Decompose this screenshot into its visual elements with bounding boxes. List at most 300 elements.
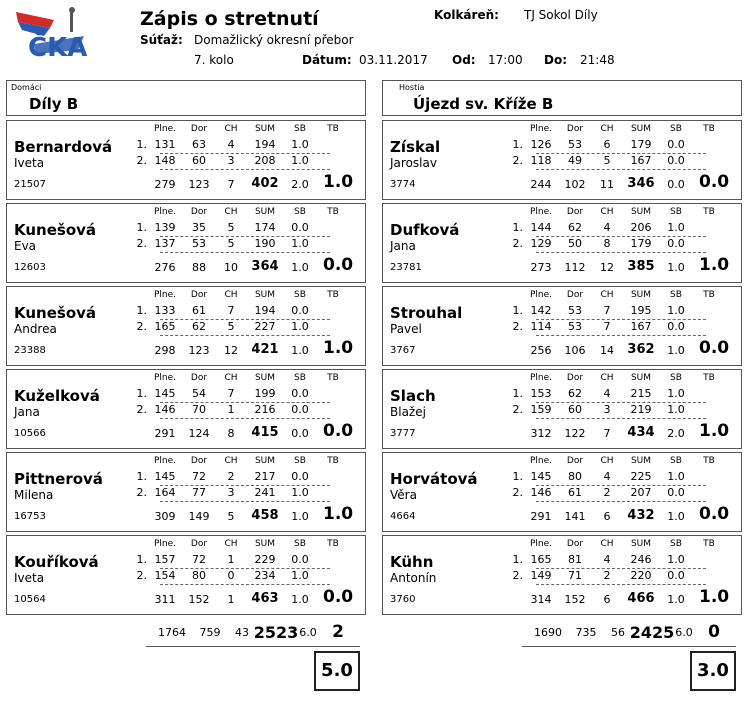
player-tb-result: 1.0: [323, 338, 354, 358]
row-divider: [160, 252, 330, 253]
player-total-cell: 152: [564, 593, 586, 606]
away-player-card: [382, 369, 742, 449]
game-cell: 0: [227, 569, 235, 582]
game-cell: 234: [254, 569, 276, 582]
game-cell: 71: [568, 569, 582, 582]
game-cell: 195: [630, 304, 652, 317]
row-divider: [160, 169, 330, 170]
column-header: SUM: [254, 539, 276, 549]
column-header: CH: [600, 207, 614, 217]
row-number: 2.: [512, 320, 523, 333]
game-cell: 77: [192, 486, 206, 499]
game-cell: 3: [227, 154, 235, 167]
player-total-cell: 312: [530, 427, 552, 440]
game-cell: 4: [227, 138, 235, 151]
player-tb-result: 0.0: [323, 421, 354, 441]
column-header: CH: [600, 456, 614, 466]
column-header: SB: [294, 456, 306, 466]
column-header: TB: [703, 207, 715, 217]
column-header: Plne.: [529, 290, 553, 300]
player-total-sum: 402: [251, 176, 279, 191]
game-cell: 5: [603, 154, 611, 167]
home-player-card: [6, 535, 366, 615]
game-cell: 1.0: [291, 569, 309, 582]
game-cell: 220: [630, 569, 652, 582]
row-divider: [536, 169, 706, 170]
game-cell: 60: [568, 403, 582, 416]
column-header: Plne.: [153, 539, 177, 549]
player-registration-number: 12603: [14, 262, 46, 273]
column-header: Plne.: [153, 207, 177, 217]
player-total-sum: 434: [627, 425, 655, 440]
column-header: Dor: [190, 124, 208, 134]
game-cell: 1.0: [667, 403, 685, 416]
row-number: 1.: [512, 553, 523, 566]
player-surname: Kunešová: [14, 304, 97, 322]
column-header: SB: [294, 373, 306, 383]
game-cell: 194: [254, 304, 276, 317]
row-divider: [536, 252, 706, 253]
column-header: CH: [600, 539, 614, 549]
game-cell: 70: [192, 403, 206, 416]
game-cell: 129: [530, 237, 552, 250]
game-cell: 154: [154, 569, 176, 582]
game-cell: 72: [192, 553, 206, 566]
player-total-cell: 1: [227, 593, 235, 606]
player-total-cell: 1.0: [291, 344, 309, 357]
game-cell: 145: [154, 387, 176, 400]
row-number: 1.: [512, 387, 523, 400]
game-cell: 227: [254, 320, 276, 333]
player-total-cell: 149: [188, 510, 210, 523]
player-surname: Horvátová: [390, 470, 478, 488]
player-total-cell: 309: [154, 510, 176, 523]
player-total-cell: 112: [564, 261, 586, 274]
game-cell: 131: [154, 138, 176, 151]
game-cell: 114: [530, 320, 552, 333]
game-cell: 63: [192, 138, 206, 151]
column-header: Plne.: [153, 124, 177, 134]
player-total-sum: 421: [251, 342, 279, 357]
game-cell: 7: [603, 304, 611, 317]
row-divider: [536, 501, 706, 502]
column-header: Plne.: [153, 290, 177, 300]
game-cell: 1.0: [291, 154, 309, 167]
row-number: 1.: [512, 304, 523, 317]
column-header: CH: [224, 373, 238, 383]
column-header: SUM: [630, 207, 652, 217]
column-header: SB: [670, 207, 682, 217]
date-label: Dátum:: [302, 53, 352, 67]
column-header: TB: [703, 456, 715, 466]
game-cell: 159: [530, 403, 552, 416]
game-cell: 1.0: [667, 304, 685, 317]
player-first-name: Pavel: [390, 322, 422, 336]
player-total-cell: 1.0: [667, 510, 685, 523]
column-header: TB: [327, 290, 339, 300]
game-cell: 190: [254, 237, 276, 250]
row-divider: [160, 501, 330, 502]
game-cell: 179: [630, 138, 652, 151]
player-total-cell: 256: [530, 344, 552, 357]
column-header: Plne.: [529, 539, 553, 549]
away-total-sum: 2425: [629, 623, 675, 642]
home-player-card: [6, 369, 366, 449]
row-number: 1.: [512, 470, 523, 483]
game-cell: 133: [154, 304, 176, 317]
row-number: 2.: [136, 320, 147, 333]
row-number: 2.: [512, 486, 523, 499]
away-total-ch: 56: [611, 626, 625, 639]
player-total-cell: 0.0: [667, 178, 685, 191]
game-cell: 0.0: [291, 403, 309, 416]
column-header: CH: [600, 124, 614, 134]
player-first-name: Eva: [14, 239, 37, 253]
player-total-cell: 12: [600, 261, 614, 274]
player-total-sum: 466: [627, 591, 655, 606]
game-cell: 1: [227, 553, 235, 566]
row-divider: [536, 418, 706, 419]
player-total-sum: 364: [251, 259, 279, 274]
row-number: 1.: [136, 553, 147, 566]
player-total-cell: 122: [564, 427, 586, 440]
game-cell: 35: [192, 221, 206, 234]
player-registration-number: 23781: [390, 262, 422, 273]
player-total-cell: 11: [600, 178, 614, 191]
game-cell: 199: [254, 387, 276, 400]
player-registration-number: 23388: [14, 345, 46, 356]
player-tb-result: 1.0: [699, 421, 730, 441]
column-header: SB: [670, 539, 682, 549]
start-time-value: 17:00: [488, 53, 523, 67]
column-header: Plne.: [529, 124, 553, 134]
column-header: SB: [294, 207, 306, 217]
player-total-cell: 7: [603, 427, 611, 440]
column-header: Dor: [566, 207, 584, 217]
game-cell: 1.0: [667, 221, 685, 234]
column-header: Plne.: [529, 456, 553, 466]
player-registration-number: 3767: [390, 345, 416, 356]
game-cell: 3: [227, 486, 235, 499]
away-total-line: [522, 646, 736, 647]
game-cell: 2: [603, 486, 611, 499]
row-divider: [160, 335, 330, 336]
column-header: Dor: [566, 290, 584, 300]
home-player-card: [6, 120, 366, 200]
row-number: 2.: [136, 569, 147, 582]
game-cell: 206: [630, 221, 652, 234]
game-cell: 215: [630, 387, 652, 400]
game-cell: 62: [192, 320, 206, 333]
column-header: TB: [703, 124, 715, 134]
player-registration-number: 10566: [14, 428, 46, 439]
column-header: TB: [327, 373, 339, 383]
game-cell: 60: [192, 154, 206, 167]
alley-label: Kolkáreň:: [434, 8, 499, 22]
column-header: SUM: [630, 290, 652, 300]
column-header: SUM: [630, 124, 652, 134]
row-divider: [536, 584, 706, 585]
game-cell: 0.0: [667, 569, 685, 582]
column-header: Plne.: [529, 207, 553, 217]
game-cell: 153: [530, 387, 552, 400]
row-number: 2.: [136, 154, 147, 167]
player-total-cell: 1.0: [291, 593, 309, 606]
player-total-cell: 298: [154, 344, 176, 357]
home-total-sum: 2523: [253, 623, 299, 642]
column-header: TB: [327, 124, 339, 134]
game-cell: 4: [603, 470, 611, 483]
svg-text:ČKA: ČKA: [28, 33, 88, 62]
player-total-sum: 346: [627, 176, 655, 191]
game-cell: 148: [154, 154, 176, 167]
player-total-cell: 123: [188, 344, 210, 357]
player-total-cell: 244: [530, 178, 552, 191]
game-cell: 54: [192, 387, 206, 400]
column-header: Dor: [190, 539, 208, 549]
column-header: CH: [224, 456, 238, 466]
game-cell: 1: [227, 403, 235, 416]
game-cell: 167: [630, 154, 652, 167]
column-header: CH: [224, 290, 238, 300]
game-cell: 167: [630, 320, 652, 333]
player-registration-number: 10564: [14, 594, 46, 605]
column-header: TB: [703, 373, 715, 383]
player-total-cell: 291: [154, 427, 176, 440]
column-header: Plne.: [153, 456, 177, 466]
player-tb-result: 0.0: [699, 504, 730, 524]
game-cell: 80: [568, 470, 582, 483]
row-number: 2.: [136, 486, 147, 499]
player-surname: Kühn: [390, 553, 434, 571]
player-first-name: Antonín: [390, 571, 437, 585]
player-total-cell: 106: [564, 344, 586, 357]
row-number: 1.: [136, 304, 147, 317]
column-header: TB: [327, 539, 339, 549]
player-total-cell: 314: [530, 593, 552, 606]
game-cell: 137: [154, 237, 176, 250]
column-header: SUM: [254, 456, 276, 466]
player-total-sum: 362: [627, 342, 655, 357]
home-player-card: [6, 452, 366, 532]
player-tb-result: 0.0: [323, 255, 354, 275]
game-cell: 1.0: [667, 553, 685, 566]
player-total-cell: 12: [224, 344, 238, 357]
game-cell: 8: [603, 237, 611, 250]
game-cell: 157: [154, 553, 176, 566]
row-number: 1.: [512, 221, 523, 234]
player-total-cell: 6: [603, 510, 611, 523]
column-header: SUM: [254, 373, 276, 383]
column-header: CH: [600, 290, 614, 300]
game-cell: 165: [154, 320, 176, 333]
game-cell: 1.0: [291, 138, 309, 151]
home-player-card: [6, 286, 366, 366]
game-cell: 174: [254, 221, 276, 234]
game-cell: 146: [154, 403, 176, 416]
column-header: Dor: [566, 539, 584, 549]
player-registration-number: 4664: [390, 511, 416, 522]
column-header: TB: [703, 539, 715, 549]
game-cell: 142: [530, 304, 552, 317]
player-total-cell: 1.0: [667, 261, 685, 274]
game-cell: 1.0: [291, 486, 309, 499]
game-cell: 7: [227, 304, 235, 317]
column-header: CH: [224, 124, 238, 134]
player-tb-result: 0.0: [323, 587, 354, 607]
game-cell: 81: [568, 553, 582, 566]
column-header: SUM: [630, 456, 652, 466]
column-header: Dor: [190, 456, 208, 466]
game-cell: 0.0: [291, 304, 309, 317]
player-surname: Slach: [390, 387, 436, 405]
game-cell: 165: [530, 553, 552, 566]
row-number: 2.: [512, 237, 523, 250]
game-cell: 49: [568, 154, 582, 167]
game-cell: 1.0: [291, 320, 309, 333]
player-total-cell: 1.0: [667, 593, 685, 606]
player-total-cell: 8: [227, 427, 235, 440]
away-total-dor: 735: [575, 626, 597, 639]
away-team-name: Újezd sv. Kříže B: [413, 95, 554, 113]
player-surname: Získal: [390, 138, 441, 156]
game-cell: 53: [568, 304, 582, 317]
player-total-cell: 88: [192, 261, 206, 274]
column-header: TB: [703, 290, 715, 300]
column-header: SUM: [254, 124, 276, 134]
game-cell: 0.0: [291, 387, 309, 400]
column-header: CH: [600, 373, 614, 383]
player-tb-result: 1.0: [323, 504, 354, 524]
column-header: Dor: [190, 290, 208, 300]
home-total-dor: 759: [199, 626, 221, 639]
game-cell: 0.0: [291, 553, 309, 566]
row-divider: [160, 418, 330, 419]
row-divider: [160, 584, 330, 585]
away-player-card: [382, 203, 742, 283]
game-cell: 208: [254, 154, 276, 167]
game-cell: 5: [227, 221, 235, 234]
game-cell: 1.0: [291, 237, 309, 250]
game-cell: 241: [254, 486, 276, 499]
competition-value: Domažlický okresní přebor: [194, 33, 354, 47]
game-cell: 0.0: [291, 470, 309, 483]
player-first-name: Jana: [14, 405, 40, 419]
player-registration-number: 3777: [390, 428, 416, 439]
game-cell: 3: [603, 403, 611, 416]
game-cell: 1.0: [667, 387, 685, 400]
game-cell: 7: [603, 320, 611, 333]
column-header: SB: [670, 290, 682, 300]
game-cell: 217: [254, 470, 276, 483]
game-cell: 50: [568, 237, 582, 250]
player-total-cell: 273: [530, 261, 552, 274]
player-total-sum: 385: [627, 259, 655, 274]
home-total-line: [146, 646, 360, 647]
row-divider: [536, 335, 706, 336]
player-total-cell: 0.0: [291, 427, 309, 440]
column-header: Dor: [566, 124, 584, 134]
game-cell: 216: [254, 403, 276, 416]
end-time-label: Do:: [544, 53, 568, 67]
away-total-plne: 1690: [534, 626, 562, 639]
player-total-sum: 432: [627, 508, 655, 523]
game-cell: 5: [227, 320, 235, 333]
player-first-name: Jana: [390, 239, 416, 253]
player-registration-number: 21507: [14, 179, 46, 190]
game-cell: 145: [154, 470, 176, 483]
game-cell: 4: [603, 553, 611, 566]
competition-label: Súťaž:: [140, 33, 183, 47]
game-cell: 139: [154, 221, 176, 234]
away-player-card: [382, 286, 742, 366]
game-cell: 62: [568, 221, 582, 234]
game-cell: 164: [154, 486, 176, 499]
game-cell: 225: [630, 470, 652, 483]
game-cell: 61: [568, 486, 582, 499]
round-label: 7. kolo: [194, 53, 234, 67]
row-number: 1.: [136, 138, 147, 151]
player-surname: Kunešová: [14, 221, 97, 239]
game-cell: 80: [192, 569, 206, 582]
player-total-cell: 7: [227, 178, 235, 191]
game-cell: 207: [630, 486, 652, 499]
row-number: 1.: [136, 221, 147, 234]
player-total-cell: 102: [564, 178, 586, 191]
column-header: SUM: [254, 207, 276, 217]
game-cell: 0.0: [291, 221, 309, 234]
home-final-score: 5.0: [314, 651, 360, 691]
away-caption: Hostia: [399, 83, 425, 92]
home-caption: Domáci: [11, 83, 42, 92]
column-header: Plne.: [529, 373, 553, 383]
row-number: 2.: [512, 569, 523, 582]
game-cell: 0.0: [667, 154, 685, 167]
game-cell: 53: [568, 138, 582, 151]
player-registration-number: 16753: [14, 511, 46, 522]
game-cell: 0.0: [667, 138, 685, 151]
player-total-cell: 123: [188, 178, 210, 191]
game-cell: 194: [254, 138, 276, 151]
row-number: 1.: [136, 470, 147, 483]
game-cell: 118: [530, 154, 552, 167]
row-number: 2.: [136, 403, 147, 416]
away-total-sb: 6.0: [675, 626, 693, 639]
game-cell: 62: [568, 387, 582, 400]
player-first-name: Věra: [390, 488, 417, 502]
game-cell: 53: [192, 237, 206, 250]
home-team-box: [6, 80, 366, 116]
player-total-sum: 458: [251, 508, 279, 523]
player-tb-result: 0.0: [699, 172, 730, 192]
column-header: Plne.: [153, 373, 177, 383]
away-team-box: [382, 80, 742, 116]
game-cell: 2: [227, 470, 235, 483]
player-total-cell: 1.0: [291, 261, 309, 274]
player-total-cell: 311: [154, 593, 176, 606]
player-tb-result: 0.0: [699, 338, 730, 358]
row-number: 1.: [136, 387, 147, 400]
player-tb-result: 1.0: [323, 172, 354, 192]
game-cell: 53: [568, 320, 582, 333]
player-surname: Kouříková: [14, 553, 99, 571]
column-header: CH: [224, 207, 238, 217]
player-total-cell: 5: [227, 510, 235, 523]
cka-logo: [14, 6, 104, 62]
row-number: 2.: [512, 154, 523, 167]
player-total-cell: 141: [564, 510, 586, 523]
game-cell: 149: [530, 569, 552, 582]
